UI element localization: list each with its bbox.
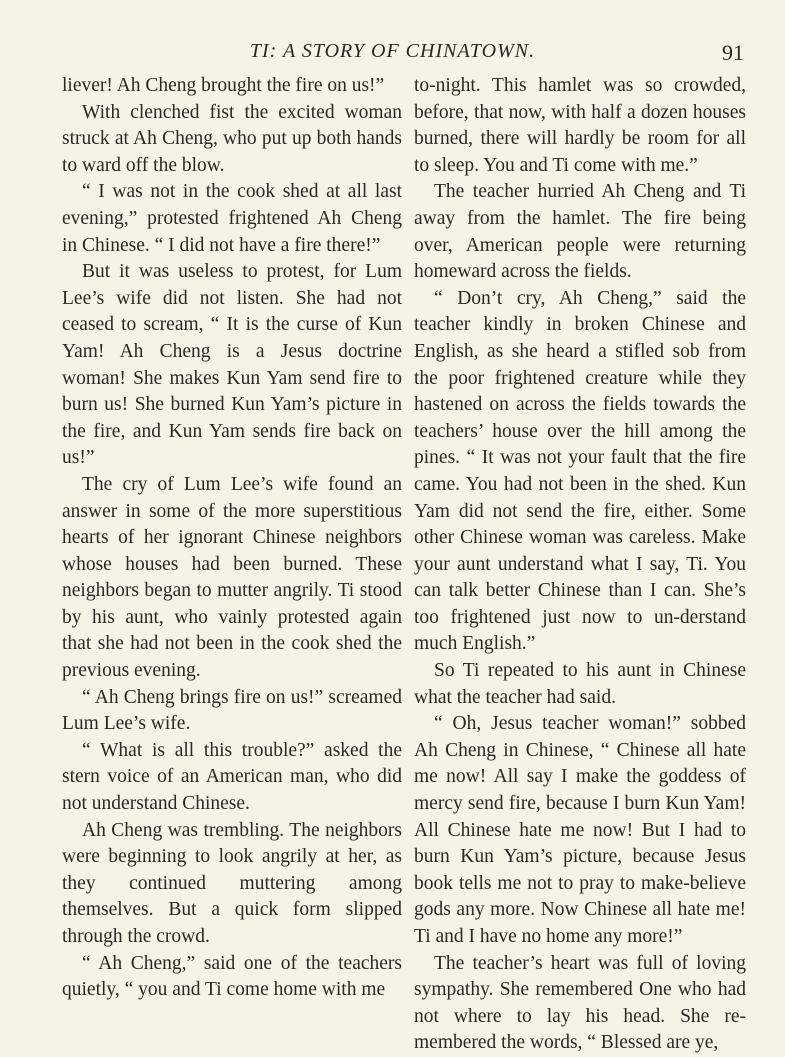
right-text-column xyxy=(414,73,746,1057)
paragraph: The cry of Lum Lee’s wife found an answer in some of the more superstitious hearts of her ignorant Chinese neighbors whose houses had been burned. These neighbors began to mutter angrily. Ti stood by his aunt, who vainly protested again that she had not been in the cook shed the previous evening. xyxy=(62,473,402,682)
paragraph: to-night. This hamlet was so crowded, before, that now, with half a dozen houses burned, there will hardly be room for all to sleep. You and Ti come with me.” xyxy=(414,75,746,176)
left-text-column xyxy=(62,73,402,1004)
paragraph: So Ti repeated to his aunt in Chinese what the teacher had said. xyxy=(414,660,746,708)
paragraph: “ What is all this trouble?” asked the stern voice of an American man, who did not understand Chinese. xyxy=(62,739,402,815)
paragraph: Ah Cheng was trembling. The neighbors were beginning to look angrily at her, as they continued muttering among themselves. But a quick form slipped through the crowd. xyxy=(62,819,402,947)
paragraph: “ Oh, Jesus teacher woman!” sobbed Ah Cheng in Chinese, “ Chinese all hate me now! All say I make the goddess of mercy send fire, because I burn Kun Yam! All Chinese hate me now! But I had to burn Kun Yam’s picture, because Jesus book tells me not to pray to make-believe gods any more. Now Chinese all hate me! Ti and I have no home any more!” xyxy=(414,713,746,947)
paragraph: “ I was not in the cook shed at all last evening,” protested frightened Ah Cheng in Chinese. “ I did not have a fire there!” xyxy=(62,181,402,256)
page-header xyxy=(0,40,785,70)
paragraph: “ Don’t cry, Ah Cheng,” said the teacher kindly in broken Chinese and English, as she heard a stifled sob from the poor frightened creature while they hastened on across the fields towards the teachers’ house over the hill among the pines. “ It was not your fault that the fire came. You had not been in the shed. Kun Yam did not send the fire, either. Some other Chinese woman was careless. Make your aunt understand what I say, Ti. You can talk better Chinese than I can. She’s too frightened just now to un-derstand much English.” xyxy=(414,287,746,655)
page-number: 91 xyxy=(722,40,744,65)
paragraph: The teacher hurried Ah Cheng and Ti away from the hamlet. The fire being over, American people were returning homeward across the fields. xyxy=(414,181,746,283)
paragraph: liever! Ah Cheng brought the fire on us!” xyxy=(62,75,385,96)
paragraph: The teacher’s heart was full of loving sympathy. She remembered One who had not where to lay his head. She re-membered the words, “ Blessed are ye, xyxy=(414,952,746,1054)
running-title: TI: A STORY OF CHINATOWN. xyxy=(249,40,536,62)
paragraph: “ Ah Cheng brings fire on us!” screamed Lum Lee’s wife. xyxy=(62,686,402,735)
paragraph: But it was useless to protest, for Lum Lee’s wife did not listen. She had not ceased to scream, “ It is the curse of Kun Yam! Ah Cheng is a Jesus doctrine woman! She makes Kun Yam send fire to burn us! She burned Kun Yam’s picture in the fire, and Kun Yam sends fire back on us!” xyxy=(62,261,402,469)
paragraph: With clenched fist the excited woman struck at Ah Cheng, who put up both hands to ward off the blow. xyxy=(62,101,402,176)
paragraph: “ Ah Cheng,” said one of the teachers quietly, “ you and Ti come home with me xyxy=(62,952,402,1001)
